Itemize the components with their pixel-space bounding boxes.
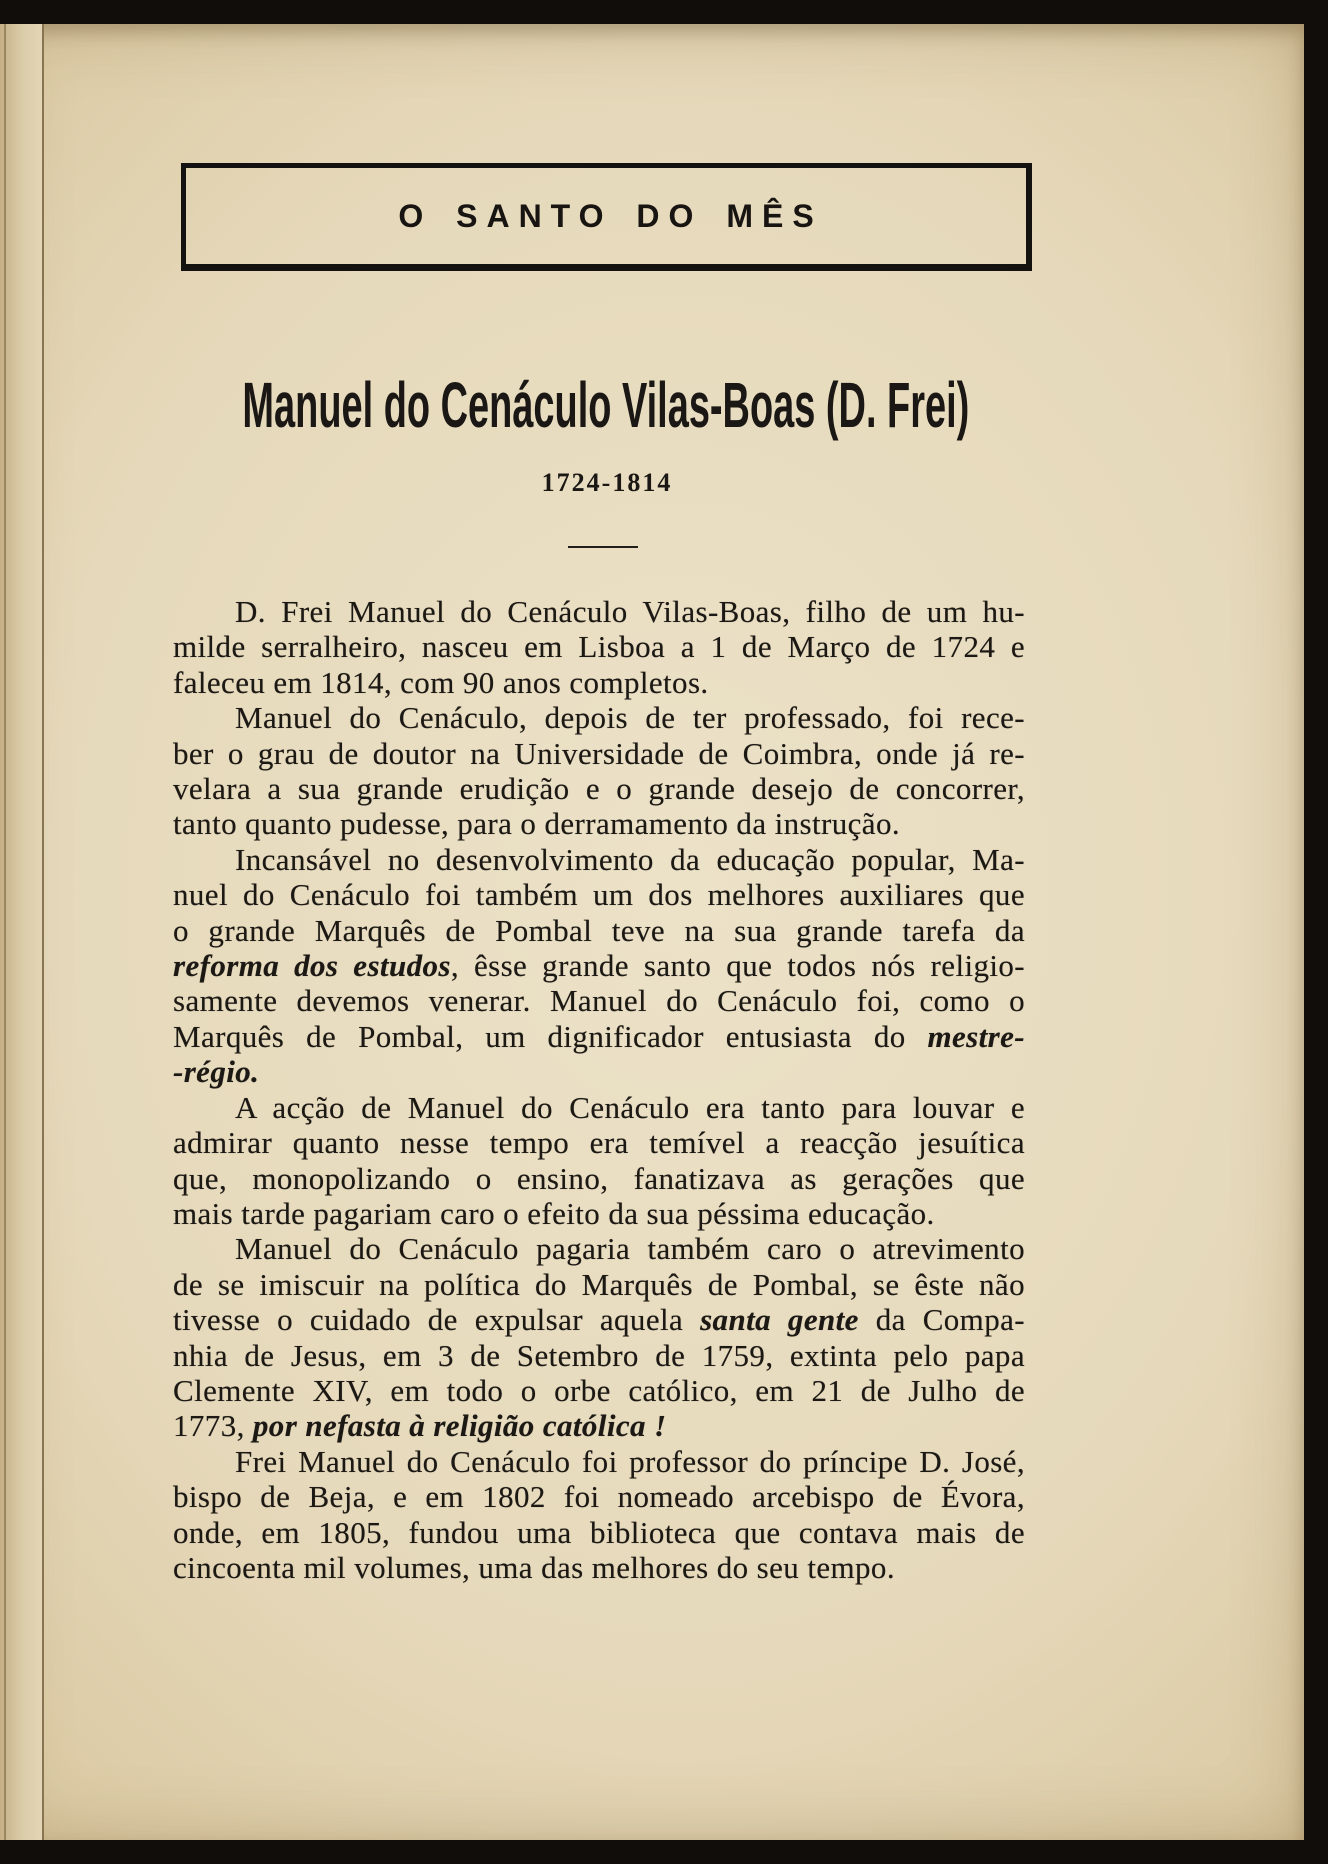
text-line <box>173 842 1025 877</box>
article-body <box>173 594 1025 1585</box>
text-line <box>173 1373 1025 1408</box>
line-text: Incansável no desenvolvimento da educação popular, Ma- <box>235 841 1025 877</box>
emphasized-text: por nefasta à religião católica ! <box>252 1408 667 1444</box>
section-header-box <box>181 163 1032 271</box>
text-line <box>173 736 1025 771</box>
article-paragraph <box>173 1090 1025 1232</box>
text-line <box>173 1125 1025 1160</box>
text-line <box>173 1161 1025 1196</box>
line-text: D. Frei Manuel do Cenáculo Vilas-Boas, filho de um hu- <box>235 594 1025 629</box>
text-line <box>173 913 1025 948</box>
line-text: o grande Marquês de Pombal teve na sua grande tarefa da <box>173 912 1025 948</box>
line-text: da Compa- <box>858 1302 1025 1338</box>
line-text: onde, em 1805, fundou uma biblioteca que contava mais de <box>173 1514 1025 1550</box>
text-line <box>173 983 1025 1018</box>
line-text: milde serralheiro, nasceu em Lisboa a 1 de Março de 1724 e <box>173 629 1025 665</box>
text-line <box>173 1338 1025 1373</box>
line-text: bispo de Beja, e em 1802 foi nomeado arcebispo de Évora, <box>173 1479 1025 1515</box>
text-line <box>173 700 1025 735</box>
line-text: tivesse o cuidado de expulsar aquela <box>173 1302 701 1338</box>
line-text: de se imiscuir na política do Marquês de Pombal, se êste não <box>173 1266 1025 1302</box>
text-line <box>173 1196 1025 1231</box>
text-line <box>173 1550 1025 1585</box>
line-text: faleceu em 1814, com 90 anos completos. <box>173 664 709 700</box>
page-binding-edge <box>0 24 44 1840</box>
line-text: Marquês de Pombal, um dignificador entusiasta do <box>173 1018 928 1054</box>
line-text: que, monopolizando o ensino, fanatizava as gerações que <box>173 1160 1025 1196</box>
line-text: Manuel do Cenáculo, depois de ter professado, foi rece- <box>235 700 1025 736</box>
text-line <box>173 1019 1025 1054</box>
text-line <box>173 1231 1025 1266</box>
section-title: O SANTO DO MÊS <box>398 198 823 234</box>
text-line <box>173 594 1025 629</box>
line-text: nhia de Jesus, em 3 de Setembro de 1759, extinta pelo papa <box>173 1337 1025 1373</box>
line-text: cincoenta mil volumes, uma das melhores do seu tempo. <box>173 1549 895 1585</box>
text-line <box>173 1302 1025 1337</box>
text-line <box>173 771 1025 806</box>
title-divider <box>568 546 638 548</box>
text-line <box>173 665 1025 700</box>
line-text: mais tarde pagariam caro o efeito da sua péssima educação. <box>173 1195 935 1231</box>
emphasized-text: reforma dos estudos <box>173 948 451 984</box>
text-line <box>173 1054 1025 1089</box>
text-line <box>173 1090 1025 1125</box>
text-line <box>173 1444 1025 1479</box>
article-dates: 1724-1814 <box>541 468 673 497</box>
article-paragraph <box>173 1231 1025 1443</box>
article-title-container <box>20 369 1290 441</box>
article-paragraph <box>173 594 1025 700</box>
text-line <box>173 948 1025 983</box>
text-line <box>173 806 1025 841</box>
line-text: Frei Manuel do Cenáculo foi professor do príncipe D. José, <box>235 1443 1025 1479</box>
document-page <box>0 24 1304 1840</box>
text-line <box>173 1515 1025 1550</box>
line-text: Clemente XIV, em todo o orbe católico, em 21 de Julho de <box>173 1372 1025 1408</box>
line-text: tanto quanto pudesse, para o derramamento da instrução. <box>173 806 901 842</box>
line-text: velara a sua grande erudição e o grande desejo de concorrer, <box>173 771 1025 807</box>
article-paragraph <box>173 1444 1025 1586</box>
line-text: 1773, <box>173 1408 253 1444</box>
line-text: Manuel do Cenáculo pagaria também caro o atrevimento <box>235 1231 1025 1267</box>
line-text: admirar quanto nesse tempo era temível a reacção jesuítica <box>173 1125 1025 1161</box>
article-title: Manuel do Cenáculo Vilas-Boas (D. Frei) <box>242 369 970 441</box>
emphasized-text: mestre- <box>927 1018 1025 1054</box>
article-paragraph <box>173 842 1025 1090</box>
line-text: ber o grau de doutor na Universidade de Coimbra, onde já re- <box>173 735 1025 771</box>
line-text: , êsse grande santo que todos nós religio- <box>450 948 1026 984</box>
text-line <box>173 629 1025 664</box>
text-line <box>173 1267 1025 1302</box>
article-paragraph <box>173 700 1025 842</box>
line-text: A acção de Manuel do Cenáculo era tanto para louvar e <box>235 1089 1025 1125</box>
line-text: nuel do Cenáculo foi também um dos melhores auxiliares que <box>173 877 1025 913</box>
binding-line <box>4 24 6 1840</box>
text-line <box>173 1479 1025 1514</box>
text-line <box>173 1408 1025 1443</box>
emphasized-text: santa gente <box>700 1302 859 1338</box>
text-line <box>173 877 1025 912</box>
line-text: samente devemos venerar. Manuel do Cenáculo foi, como o <box>173 983 1025 1019</box>
emphasized-text: -régio. <box>173 1054 260 1090</box>
